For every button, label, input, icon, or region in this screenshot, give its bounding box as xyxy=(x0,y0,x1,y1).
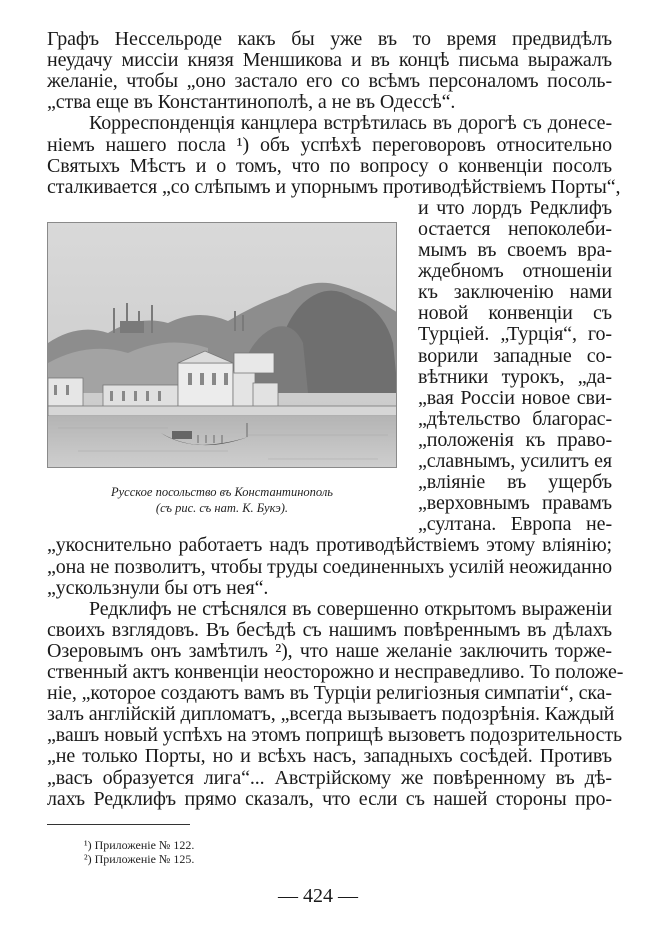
footnote-1: ¹) Приложеніе № 122. xyxy=(84,838,195,852)
text-line: ственный актъ конвенціи неосторожно и несправедливо. То положе- xyxy=(47,661,624,683)
text-line: сталкивается „со слѣпымъ и упорнымъ противодѣйствіемъ Порты“, xyxy=(47,175,621,198)
text-line: вѣтники турокъ, „да- xyxy=(418,365,612,388)
text-line: „славнымъ, усилитъ ея xyxy=(418,450,612,472)
text-line: „укоснительно работаетъ надъ противодѣйствіемъ этому вліянію; xyxy=(47,534,612,557)
text-line: „вая Россіи новое сви- xyxy=(418,386,612,409)
text-line: мымъ въ своемъ вра- xyxy=(418,239,612,261)
page-number: — 424 — xyxy=(278,885,358,907)
footnote-2: ²) Приложеніе № 125. xyxy=(84,852,195,866)
text-line: „султана. Европа не- xyxy=(418,513,612,536)
text-line: своихъ взглядовъ. Въ бесѣдѣ съ нашимъ повѣреннымъ въ дѣлахъ xyxy=(47,618,612,641)
text-line: „дѣтельство благорас- xyxy=(418,407,612,430)
text-line: „ства еще въ Константинополѣ, а не въ Одессѣ“. xyxy=(47,91,456,114)
text-line: Графъ Нессельроде какъ бы уже въ то время предвидѣлъ xyxy=(47,28,612,50)
text-line: желаніе, чтобы „оно застало его со всѣмъ персоналомъ посоль- xyxy=(47,70,612,93)
figure-caption-line1: Русское посольство въ Константинополь xyxy=(111,485,333,499)
text-line: „вашъ новый успѣхъ на этомъ поприщѣ вызоветъ подозрительность xyxy=(47,724,623,747)
text-line: ніемъ нашего посла ¹) объ успѣхѣ переговоровъ относительно xyxy=(47,133,612,156)
text-line: ждебномъ отношеніи xyxy=(418,260,612,283)
text-line: къ заключенію нами xyxy=(418,281,612,304)
text-line: новой конвенціи съ xyxy=(418,302,612,325)
text-line: „вліяніе въ ущербъ xyxy=(418,471,612,494)
text-line: неудачу миссіи князя Меншикова и въ концѣ письма выражалъ xyxy=(47,49,612,72)
figure-caption-line2: (съ рис. съ нат. К. Букэ). xyxy=(155,501,289,515)
text-line: „положенія къ право- xyxy=(418,428,612,451)
text-line: „васъ образуется лига“... Австрійскому же повѣренному въ дѣ- xyxy=(47,766,612,789)
embassy-illustration xyxy=(47,222,397,468)
text-line: Озеровымъ онъ замѣтилъ ²), что наше желаніе заключить торже- xyxy=(47,639,612,662)
text-line: и что лордъ Редклифъ xyxy=(418,196,612,219)
text-line: ніе, „которое создаютъ вамъ въ Турціи религіозныя симпатіи“, ска- xyxy=(47,682,612,705)
text-line: ворили западные со- xyxy=(418,344,612,367)
text-line: „верховнымъ правамъ xyxy=(418,492,612,515)
text-line: Редклифъ не стѣснялся въ совершенно открытомъ выраженіи xyxy=(89,597,612,620)
footnote-divider xyxy=(47,824,190,825)
engraving-image xyxy=(48,223,397,468)
text-line: Корреспонденція канцлера встрѣтилась въ дорогѣ съ донесе- xyxy=(89,112,612,135)
text-line: „она не позволитъ, чтобы труды соединенныхъ усилій неожиданно xyxy=(47,555,613,578)
text-line: залъ англійскій дипломатъ, „всегда вызываетъ подозрѣнія. Каждый xyxy=(47,703,615,726)
text-line: остается непоколеби- xyxy=(418,217,612,240)
text-line: „ускользнули бы отъ нея“. xyxy=(47,576,269,599)
text-line: лахъ Редклифъ прямо сказалъ, что если съ нашей стороны про- xyxy=(47,787,612,810)
text-line: „не только Порты, но и всѣхъ насъ, западныхъ сосѣдей. Противъ xyxy=(47,745,612,768)
text-line: Святыхъ Мѣстъ и о томъ, что по вопросу о конвенціи посолъ xyxy=(47,154,612,177)
text-line: Турціей. „Турція“, го- xyxy=(418,323,612,346)
